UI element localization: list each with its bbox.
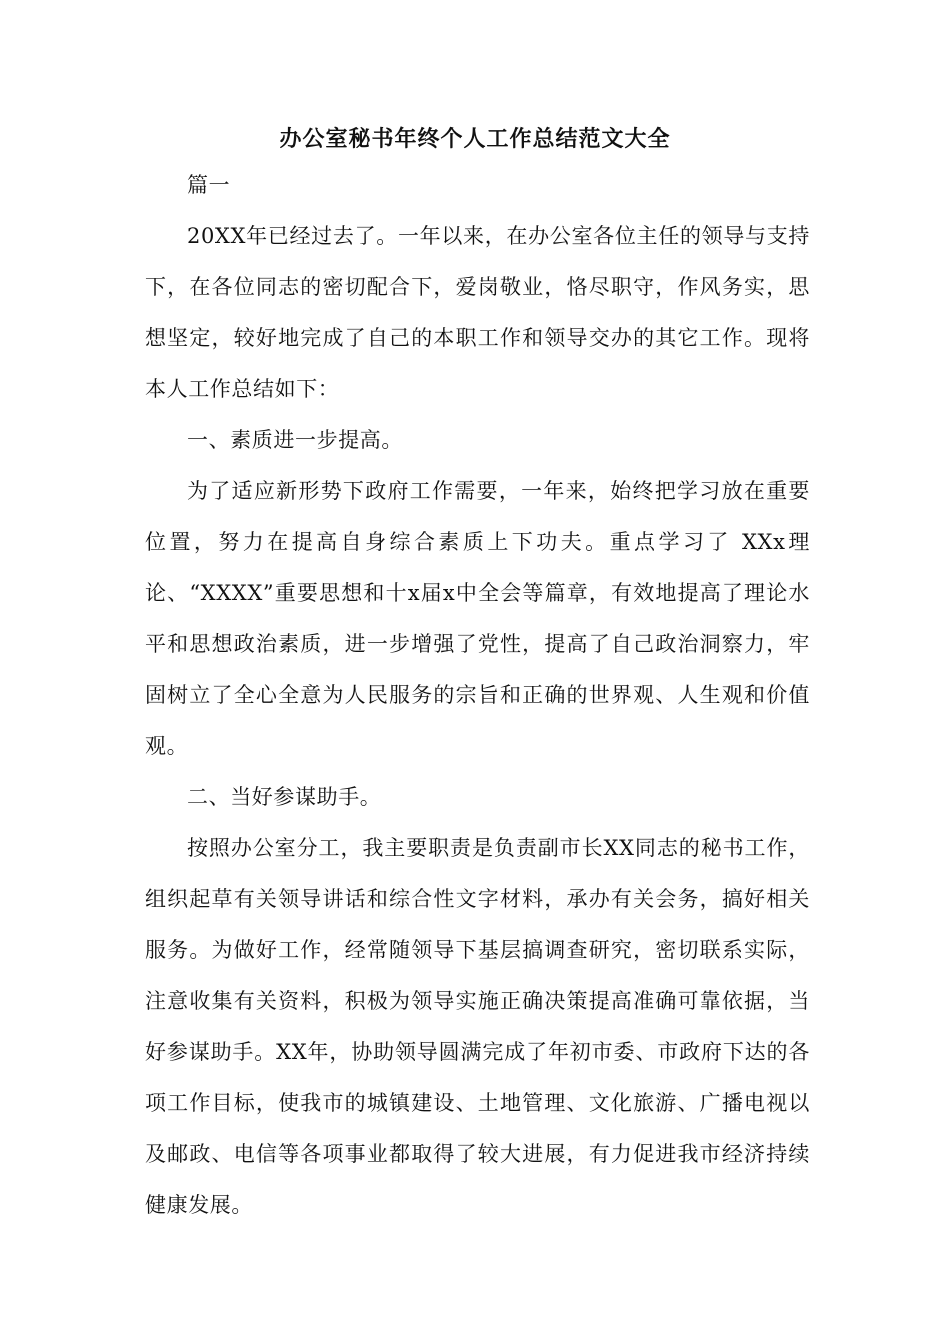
document-title: 办公室秘书年终个人工作总结范文大全 bbox=[279, 126, 671, 152]
quality-paragraph: 为了适应新形势下政府工作需要，一年来，始终把学习放在重要位置，努力在提高自身综合素质上下功夫。重点学习了 XXx理论、“XXXX”重要思想和十x届x中全会等篇章，有效地提高了理论水平和思想政治素质，进一步增强了党性，提高了自己政治洞察力，牢固树立了全心全意为人民服务的宗旨和正确的世界观、人生观和价值观。 bbox=[145, 479, 810, 758]
section-label: 篇一 bbox=[187, 173, 231, 197]
assistant-paragraph: 按照办公室分工，我主要职责是负责副市长XX同志的秘书工作，组织起草有关领导讲话和综合性文字材料，承办有关会务，搞好相关服务。为做好工作，经常随领导下基层搞调查研究，密切联系实际，注意收集有关资料，积极为领导实施正确决策提高准确可靠依据，当好参谋助手。XX年，协助领导圆满完成了年初市委、市政府下达的各项工作目标，使我市的城镇建设、土地管理、文化旅游、广播电视以及邮政、电信等各项事业都取得了较大进展，有力促进我市经济持续健康发展。 bbox=[145, 836, 810, 1217]
section-heading-quality: 一、素质进一步提高。 bbox=[187, 428, 403, 452]
intro-paragraph: 20XX年已经过去了。一年以来，在办公室各位主任的领导与支持下，在各位同志的密切配合下，爱岗敬业，恪尽职守，作风务实，思想坚定，较好地完成了自己的本职工作和领导交办的其它工作。现将本人工作总结如下： bbox=[145, 224, 810, 401]
document-body bbox=[145, 160, 810, 1231]
section-heading-assistant: 二、当好参谋助手。 bbox=[187, 785, 382, 809]
